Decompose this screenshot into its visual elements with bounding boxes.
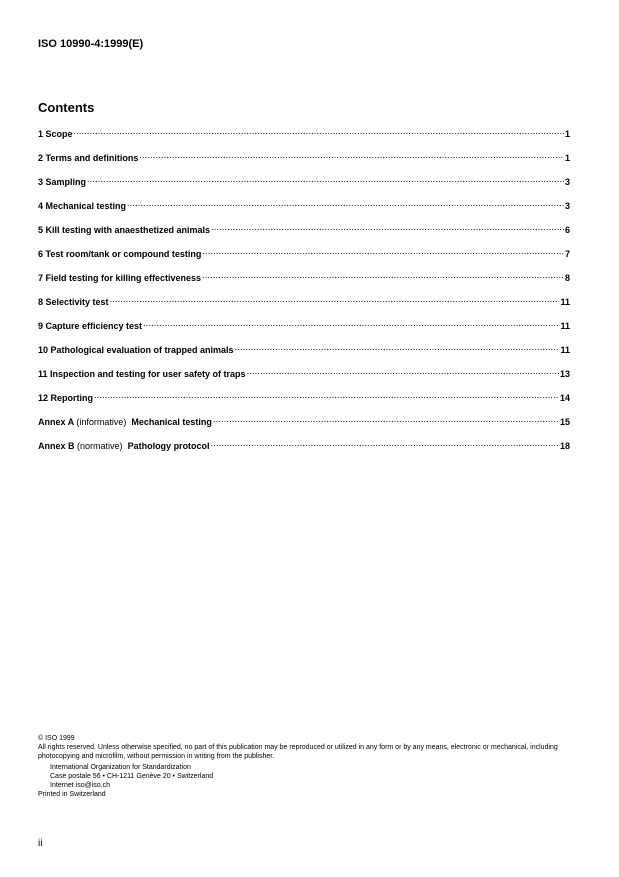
annex-label: Annex B (38, 441, 75, 451)
toc-entry-selectivity[interactable] (38, 295, 570, 319)
toc-entry-title: 2 Terms and definitions (38, 153, 139, 163)
organization-internet: Internet iso@iso.ch (50, 782, 111, 789)
annex-label: Annex A (38, 417, 74, 427)
dot-leader (127, 199, 564, 209)
toc-entry-title: 7 Field testing for killing effectiveness (38, 273, 202, 283)
dot-leader (139, 151, 564, 161)
toc-entry-user-safety[interactable] (38, 367, 570, 391)
toc-page-number: 3 (564, 177, 570, 187)
toc-entry-title (38, 441, 210, 452)
annex-qualifier: (normative) (77, 441, 123, 451)
toc-page-number: 1 (564, 153, 570, 163)
dot-leader (213, 415, 559, 425)
dot-leader (143, 319, 559, 329)
toc-page-number: 15 (559, 417, 570, 427)
organization-name: International Organization for Standardization (50, 764, 191, 771)
dot-leader (202, 247, 564, 257)
dot-leader (74, 127, 564, 137)
toc-entry-title: 10 Pathological evaluation of trapped animals (38, 345, 234, 355)
annex-qualifier: (informative) (76, 417, 127, 427)
annex-title: Pathology protocol (127, 441, 210, 451)
printed-in: Printed in Switzerland (38, 791, 106, 798)
dot-leader (94, 391, 559, 401)
dot-leader (110, 295, 560, 305)
toc-page-number: 3 (564, 201, 570, 211)
toc-entry-annex-a[interactable] (38, 415, 570, 439)
toc-page-number: 8 (564, 273, 570, 283)
toc-entry-title: 1 Scope (38, 129, 73, 139)
toc-entry-reporting[interactable] (38, 391, 570, 415)
toc-page-number: 7 (564, 249, 570, 259)
toc-entry-title: 9 Capture efficiency test (38, 321, 143, 331)
toc-entry-title: 12 Reporting (38, 393, 94, 403)
toc-page-number: 13 (559, 369, 570, 379)
dot-leader (247, 367, 559, 377)
toc-entry-mechanical-testing[interactable] (38, 199, 570, 223)
copyright-footer (38, 734, 583, 799)
table-of-contents (38, 127, 570, 463)
toc-entry-title (38, 417, 212, 428)
dot-leader (87, 175, 564, 185)
toc-page-number: 11 (560, 345, 570, 355)
toc-page-number: 11 (560, 297, 570, 307)
toc-entry-title: 4 Mechanical testing (38, 201, 127, 211)
toc-entry-title: 5 Kill testing with anaesthetized animals (38, 225, 211, 235)
toc-page-number: 18 (559, 441, 570, 451)
dot-leader (202, 271, 564, 281)
toc-entry-title: 6 Test room/tank or compound testing (38, 249, 202, 259)
toc-entry-title: 11 Inspection and testing for user safety of traps (38, 369, 246, 379)
toc-page-number: 14 (559, 393, 570, 403)
toc-entry-capture-efficiency[interactable] (38, 319, 570, 343)
toc-entry-scope[interactable] (38, 127, 570, 151)
toc-page-number: 6 (564, 225, 570, 235)
contents-heading: Contents (38, 100, 95, 115)
copyright-line: © ISO 1999 (38, 735, 75, 742)
toc-entry-terms[interactable] (38, 151, 570, 175)
annex-title: Mechanical testing (131, 417, 212, 427)
toc-page-number: 11 (560, 321, 570, 331)
document-id: ISO 10990-4:1999(E) (38, 38, 144, 50)
rights-statement: All rights reserved. Unless otherwise specified, no part of this publication may be reproduced or utilized in any form or by any means, electronic or mechanical, including photocopying and microfilm, without permission in writing from the publisher. (38, 744, 558, 760)
dot-leader (235, 343, 560, 353)
toc-entry-pathological-evaluation[interactable] (38, 343, 570, 367)
toc-entry-title: 8 Selectivity test (38, 297, 109, 307)
dot-leader (211, 223, 564, 233)
toc-entry-kill-testing[interactable] (38, 223, 570, 247)
toc-entry-field-testing[interactable] (38, 271, 570, 295)
toc-page-number: 1 (564, 129, 570, 139)
toc-entry-test-room[interactable] (38, 247, 570, 271)
toc-entry-sampling[interactable] (38, 175, 570, 199)
organization-address: Case postale 56 • CH-1211 Genève 20 • Switzerland (50, 773, 214, 780)
page-number: ii (38, 838, 43, 849)
toc-entry-title: 3 Sampling (38, 177, 87, 187)
toc-entry-annex-b[interactable] (38, 439, 570, 463)
dot-leader (211, 439, 559, 449)
